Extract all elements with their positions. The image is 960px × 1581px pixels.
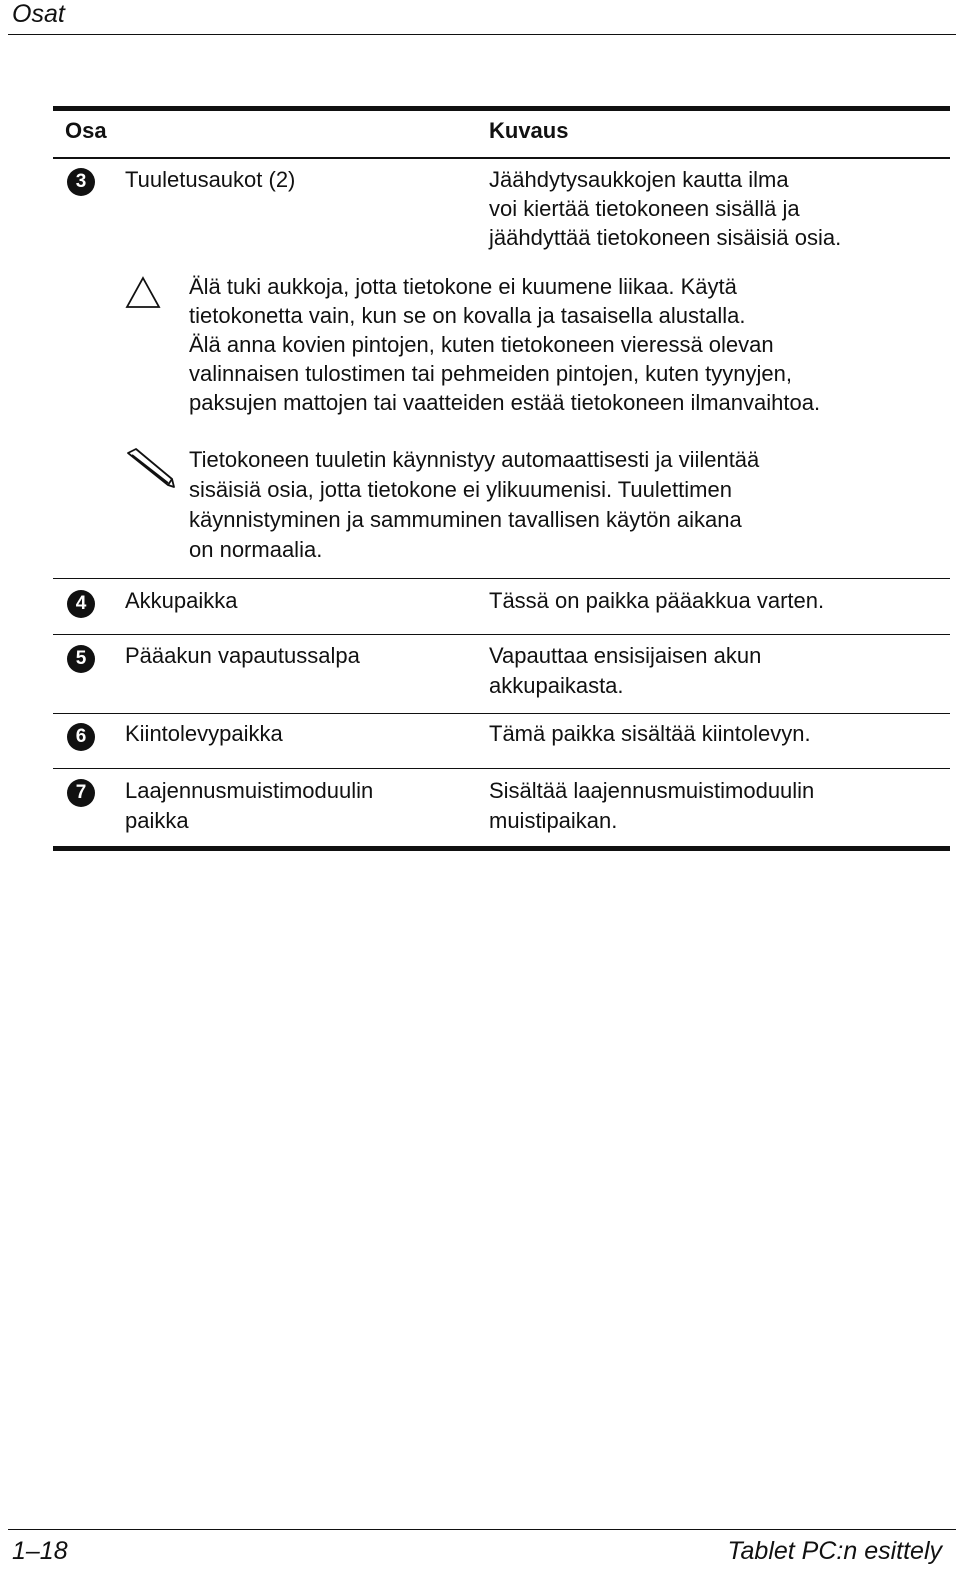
description-line: Sisältää laajennusmuistimoduulin xyxy=(489,778,815,803)
row-divider xyxy=(53,634,950,635)
description-line: Tämä paikka sisältää kiintolevyn. xyxy=(489,721,811,746)
callout-number-4: 4 xyxy=(67,590,95,618)
note-line: käynnistyminen ja sammuminen tavallisen käytön aikana xyxy=(189,507,742,532)
row-divider xyxy=(53,768,950,769)
callout-number-7: 7 xyxy=(67,779,95,807)
part-name: Tuuletusaukot (2) xyxy=(125,167,296,192)
caution-line: paksujen mattojen tai vaatteiden estää tietokoneen ilmanvaihtoa. xyxy=(189,390,821,415)
footer-rule xyxy=(8,1529,956,1530)
description-line: Vapauttaa ensisijaisen akun xyxy=(489,643,762,668)
callout-number-3: 3 xyxy=(67,168,95,196)
page-number: 1–18 xyxy=(12,1537,68,1565)
description-line: muistipaikan. xyxy=(489,808,618,833)
note-line: Tietokoneen tuuletin käynnistyy automaattisesti ja viilentää xyxy=(189,447,760,472)
running-header: Osat xyxy=(12,0,65,28)
column-header-description: Kuvaus xyxy=(489,118,569,143)
caution-line: tietokonetta vain, kun se on kovalla ja tasaisella alustalla. xyxy=(189,303,746,328)
pencil-note-icon xyxy=(124,448,176,488)
description-line: akkupaikasta. xyxy=(489,673,624,698)
chapter-title: Tablet PC:n esittely xyxy=(727,1537,942,1565)
row-divider xyxy=(53,713,950,714)
caution-line: Älä tuki aukkoja, jotta tietokone ei kuumene liikaa. Käytä xyxy=(189,274,737,299)
part-name: paikka xyxy=(125,808,189,833)
column-header-part: Osa xyxy=(65,118,107,143)
header-rule xyxy=(8,34,956,35)
row-divider xyxy=(53,578,950,579)
callout-number-5: 5 xyxy=(67,645,95,673)
part-name: Pääakun vapautussalpa xyxy=(125,643,360,668)
note-line: sisäisiä osia, jotta tietokone ei ylikuumenisi. Tuulettimen xyxy=(189,477,732,502)
table-bottom-rule xyxy=(53,846,950,851)
part-name: Laajennusmuistimoduulin xyxy=(125,778,374,803)
table-top-rule xyxy=(53,106,950,111)
caution-line: valinnaisen tulostimen tai pehmeiden pintojen, kuten tyynyjen, xyxy=(189,361,792,386)
description-line: jäähdyttää tietokoneen sisäisiä osia. xyxy=(489,225,842,250)
description-line: voi kiertää tietokoneen sisällä ja xyxy=(489,196,800,221)
warning-triangle-icon xyxy=(125,276,161,310)
callout-number-6: 6 xyxy=(67,723,95,751)
note-line: on normaalia. xyxy=(189,537,323,562)
part-name: Kiintolevypaikka xyxy=(125,721,283,746)
caution-line: Älä anna kovien pintojen, kuten tietokoneen vieressä olevan xyxy=(189,332,774,357)
part-name: Akkupaikka xyxy=(125,588,238,613)
description-line: Jäähdytysaukkojen kautta ilma xyxy=(489,167,789,192)
header-underline xyxy=(53,157,950,159)
description-line: Tässä on paikka pääakkua varten. xyxy=(489,588,825,613)
